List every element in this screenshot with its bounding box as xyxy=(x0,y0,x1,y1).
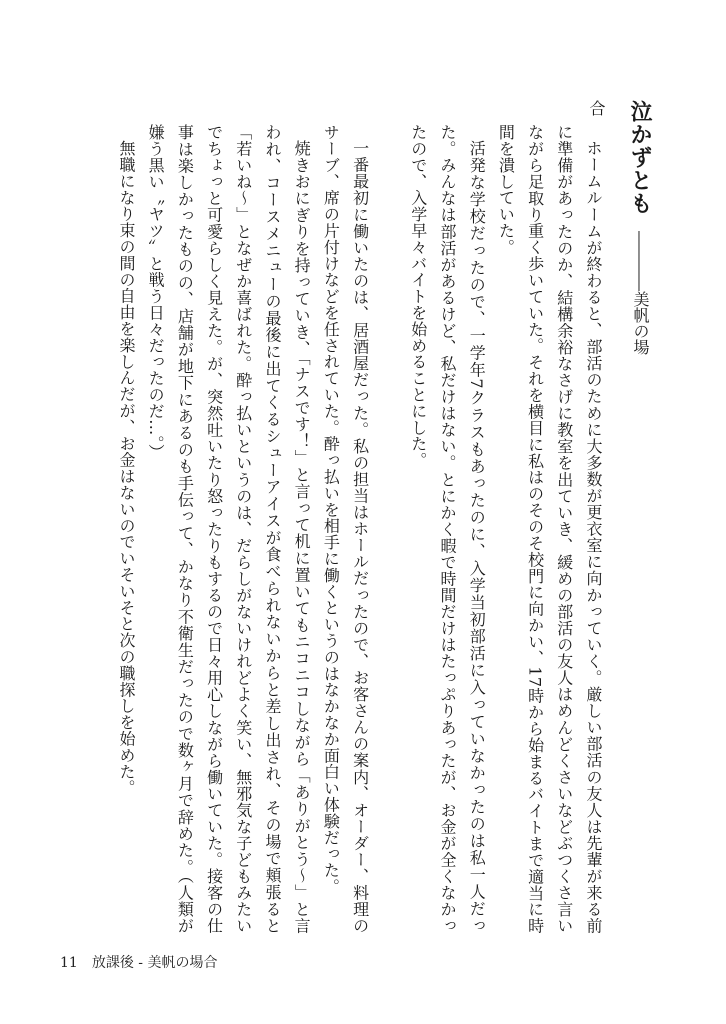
paragraph: 無職になり束の間の自由を楽しんだが、お金はないのでいそいそと次の職探しを始めた。 xyxy=(116,140,136,796)
running-title: 放課後 - 美帆の場合 xyxy=(91,955,218,971)
page-number: 11 xyxy=(60,955,78,971)
paragraph: 活発な学校だったので、一学年7クラスもあったのに、入学当初部活に入っていなかったのは私一人だった。みんなは部活があるけど、私だけはない。とにかく暇で時間だけはたっぷりあったが、お金が全くなかったので、入学早々バイトを始めることにした。 xyxy=(408,124,487,934)
paragraph: 焼きおにぎりを持っていき、「ナスです！」と言って机に置いてもニコニコしながら「ありがとう～」と言われ、コースメニューの最後に出てくるシューアイスが食べられないからと差し出され、その場で頬張ると「若いね～」となぜか喜ばれた。酔っ払いというのは、だらしがないけれどよく笑い、無邪気な子どもみたいでちょっと可愛らしく見えた。が、突然吐いたり怒ったりもするので日々用心しながら働いていた。接客の仕事は楽しかったものの、店舗が地下にあるのも手伝って、かなり不衛生だったので数ヶ月で辞めた。（人類が嫌う黒い〝ヤツ〟と戦う日々だったのだ…。） xyxy=(146,124,312,934)
paragraph: ホームルームが終わると、部活のために大多数が更衣室に向かっていく。厳しい部活の友人は先輩が来る前に準備があったのか、結構余裕なさげに教室を出ていき、緩めの部活の友人はめんどくさいなどぶつくさ言いながら足取り重く歩いていた。それを横目に私はのそのそ校門に向かい、17時から始まるバイトまで適当に時間を潰していた。 xyxy=(496,124,603,934)
title-dash: ―――― xyxy=(631,231,649,291)
paragraph: 一番最初に働いたのは、居酒屋だった。私の担当はホールだったので、お客さんの案内、オーダー、料理のサーブ、席の片付けなどを任されていた。酔っ払いを相手に働くというのはなかなか面白い体験だった。 xyxy=(321,124,370,934)
chapter-title: 泣かずとも xyxy=(627,100,653,215)
body-text xyxy=(88,124,608,934)
chapter-heading xyxy=(587,100,662,360)
page-footer xyxy=(60,952,217,972)
chapter-subtitle: 美帆の場合 xyxy=(587,100,650,355)
